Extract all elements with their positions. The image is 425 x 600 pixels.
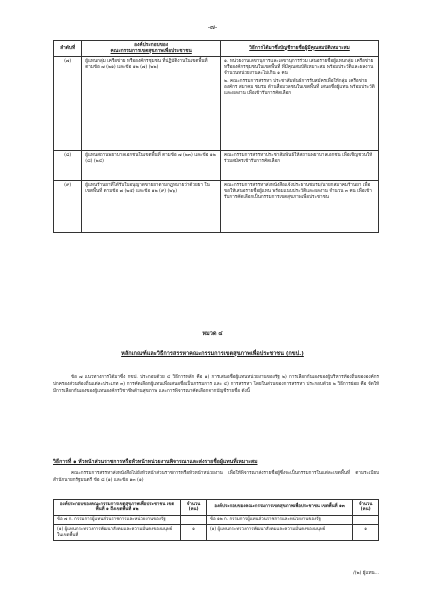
- table-row: [54, 57, 379, 151]
- continuation-note: /(๒) ผู้แทน...: [353, 571, 379, 576]
- row-count-a: ๑: [181, 525, 207, 541]
- row-no: (๙): [54, 181, 82, 233]
- table-row: [54, 515, 379, 525]
- group-a: ข้อ ๗ ก. กรรมการผู้แทนส่วนราชการและหน่วยงานของรัฐ: [54, 515, 181, 525]
- method1-paragraph-text: คณะกรรมการสรรหาส่งหนังสือไปยังหัวหน้าส่วนราชการหรือหัวหน้าหน่วยงาน เพื่อให้พิจารณาส่งรายชื่อผู้ซึ่งจะเป็นกรรมการในแต่ละเขตพื้นที่ ตามระเบียบสำนักนายกรัฐมนตรี ข้อ ๘ (๑) และข้อ ๑๓ (๑): [53, 471, 379, 484]
- method1-paragraph: [53, 470, 379, 484]
- header-count-a: จำนวน (คน): [181, 500, 207, 516]
- table-row: [54, 151, 379, 181]
- table-row: [54, 181, 379, 233]
- section-paragraph: [53, 374, 379, 396]
- method1-title: วิธีการที่ ๑ หัวหน้าส่วนราชการหรือหัวหน้าหน่วยงานพิจารณาและส่งรายชื่อผู้แทนที่เหมาะสม: [53, 459, 258, 465]
- row-method: [221, 57, 379, 151]
- section-subtitle: หลักเกณฑ์และวิธีการสรรหาคณะกรรมการเขตสุขภาพเพื่อประชาชน (กขป.): [121, 351, 304, 357]
- header-org-line1: องค์ประกอบของ: [134, 42, 169, 48]
- header-method: วิธีการได้มาซึ่งบัญชีรายชื่อผู้มีคุณสมบัติเหมาะสม: [221, 41, 379, 57]
- row-method: คณะกรรมการสรรหาประชาสัมพันธ์ให้สถานพยาบาลเอกชน เพื่อเชิญชวนให้ร่วมสมัครเข้ารับการคัดเลือก: [221, 151, 379, 181]
- row-no: (๗): [54, 57, 82, 151]
- table-header-row: [54, 41, 379, 57]
- representatives-table: [53, 499, 379, 541]
- header-org-a: องค์ประกอบของคณะกรรมการเขตสุขภาพเพื่อประชาชน เขตพื้นที่ ๑ ถึงเขตพื้นที่ ๑๒: [54, 500, 181, 516]
- row-no: (๘): [54, 151, 82, 181]
- row-method: คณะกรรมการสรรหาส่งหนังสือแจ้งประธานชมรม/นายกสมาคมร้านยา เพื่อขอให้เสนอรายชื่อผู้แทน พร้อมแนบประวัติและผลงาน จำนวน ๓ คน เพื่อเข้ารับการคัดเลือกเป็นกรรมการเขตสุขภาพเพื่อประชาชน: [221, 181, 379, 233]
- row-org: ผู้แทนกลุ่ม เครือข่าย หรือองค์กรชุมชน ที่ปฏิบัติงานในเขตพื้นที่ ตามข้อ ๗ (๒๑) และข้อ ๑๒ (๗) (๒๒): [82, 57, 221, 151]
- section-paragraph-text: ข้อ ๗ แนวทางการได้มาซึ่ง กขป. ประกอบด้วย ๔ วิธีการหลัก คือ ๑) การเสนอชื่อผู้แทนหน่วยงานของรัฐ ๒) การเลือกกันเองของผู้บริหารท้องถิ่นขององค์กรปกครองส่วนท้องถิ่นแต่ละประเภท ๓) การคัดเลือกผู้แทนเพื่อเสนอชื่อเป็นกรรมการ และ ๔) การสรรหา โดยในส่วนของการสรรหา ประกอบด้วย ๒ วิธีการย่อย คือ จัดให้มีการเลือกกันเองของผู้แทนองค์กรวิชาชีพด้านสุขภาพ และการพิจารณาคัดเลือกจากบัญชีรายชื่อ ดังนี้: [53, 375, 379, 395]
- method-item: ๒. คณะกรรมการสรรหา ประชาสัมพันธ์การรับสมัครเพื่อให้กลุ่ม เครือข่าย องค์กร สมาคม ชมรม ด้านสื่อมวลชนในเขตพื้นที่ เสนอชื่อผู้แทน พร้อมประวัติและผลงาน เพื่อเข้ารับการคัดเลือก: [224, 78, 375, 96]
- page-number: -๗-: [207, 23, 218, 31]
- group-b: ข้อ ๑๒ ก. กรรมการผู้แทนส่วนราชการและหน่วยงานของรัฐ: [206, 515, 352, 525]
- header-org: [82, 41, 221, 57]
- recruitment-methods-table: [53, 40, 379, 233]
- method-item: ๑. หน่วยงานเลขานุการและเลขานุการร่วม เสนอรายชื่อผู้แทนกลุ่ม เครือข่าย หรือองค์กรชุมชนในเขตพื้นที่ ที่มีคุณสมบัติเหมาะสม พร้อมประวัติและผลงาน จำนวนหน่วยงานละไม่เกิน ๑ คน: [224, 58, 374, 76]
- header-count-b: จำนวน (คน): [353, 500, 379, 516]
- section-title: หมวด ๔: [202, 331, 223, 337]
- table-row: [54, 525, 379, 541]
- header-no: ลำดับที่: [54, 41, 82, 57]
- row-org-a: (๑) ผู้แทนกระทรวงการพัฒนาสังคมและความมั่นคงของมนุษย์ ในเขตพื้นที่: [54, 525, 181, 541]
- row-org-b: (๑) ผู้แทนกระทรวงการพัฒนาสังคมและความมั่นคงของมนุษย์: [206, 525, 352, 541]
- row-org: ผู้แทนสถานพยาบาลเอกชนในเขตพื้นที่ ตามข้อ ๗ (๒๓) และข้อ ๑๒ (๘) (๒๔): [82, 151, 221, 181]
- header-org-line2: คณะกรรมการเขตสุขภาพเพื่อประชาชน: [110, 48, 192, 54]
- row-count-b: ๑: [353, 525, 379, 541]
- row-org: ผู้แทนร้านยาที่ได้รับใบอนุญาตขายยาตามกฎหมายว่าด้วยยา ในเขตพื้นที่ ตามข้อ ๗ (๒๕) และข้อ ๑๒ (๙) (๒๖): [82, 181, 221, 233]
- header-org-b: องค์ประกอบของคณะกรรมการเขตสุขภาพเพื่อประชาชน เขตพื้นที่ ๑๓: [206, 500, 352, 516]
- table-header-row: [54, 500, 379, 516]
